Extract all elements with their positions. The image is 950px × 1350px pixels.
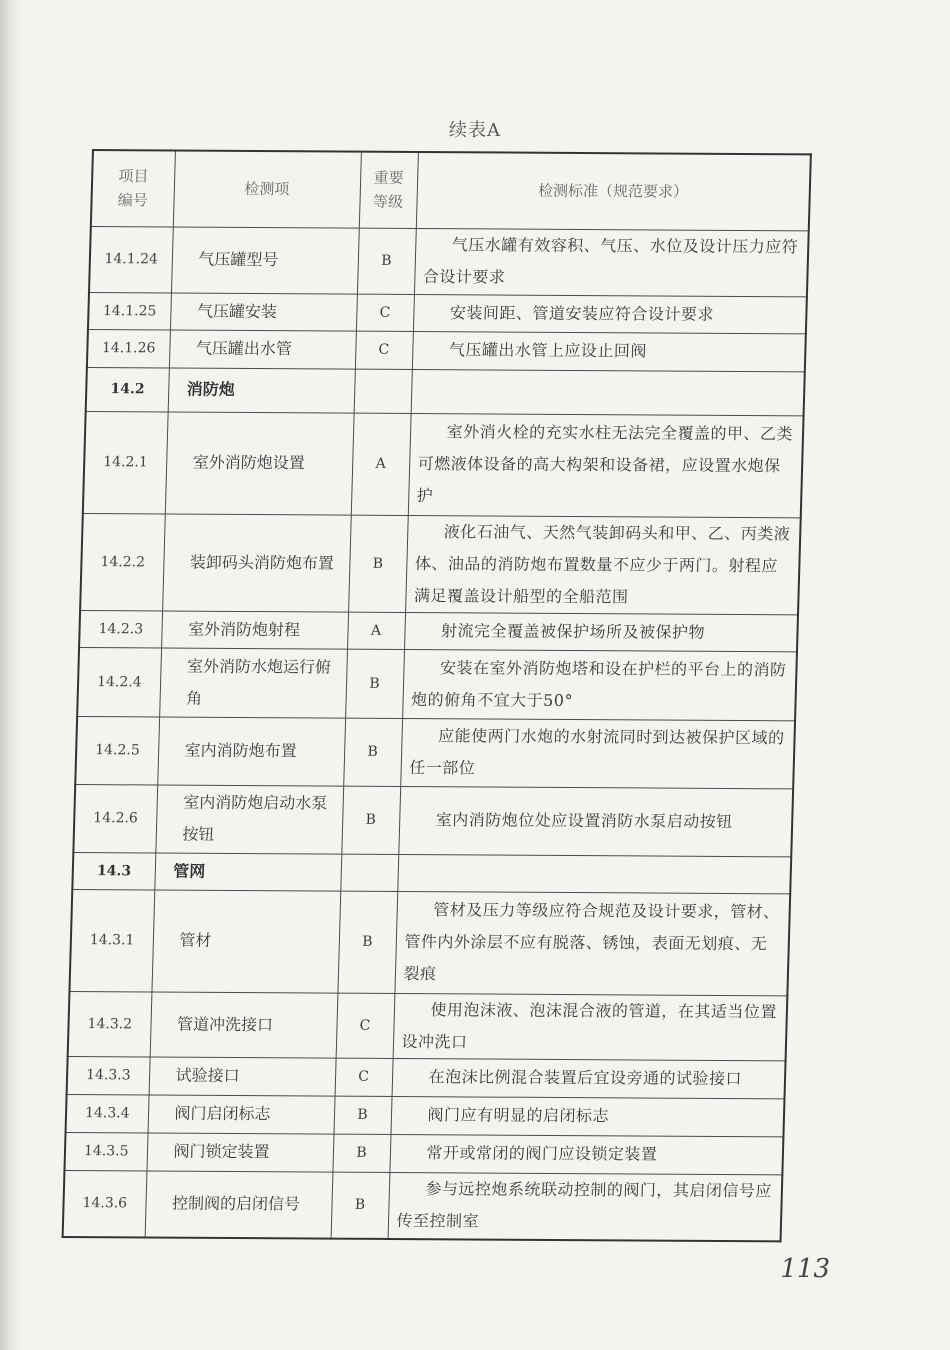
row-standard: 射流完全覆盖被保护场所及被保护物 (404, 612, 798, 651)
section-row (72, 852, 791, 893)
row-standard (411, 369, 805, 415)
row-grade: B (337, 891, 397, 993)
row-code: 14.2 (86, 367, 169, 412)
row-standard (397, 854, 791, 893)
row-code: 14.1.25 (88, 292, 171, 330)
row-code: 14.2.6 (73, 784, 157, 852)
row-item: 阀门启闭标志 (148, 1094, 335, 1133)
row-grade: B (334, 1096, 392, 1134)
table-row (87, 329, 806, 371)
page-spine-shadow (0, 0, 20, 1350)
header-item: 检测项 (173, 151, 361, 228)
inspection-table (62, 149, 812, 1242)
row-code: 14.3.1 (69, 889, 154, 991)
table-row (80, 513, 801, 614)
table-row (88, 292, 807, 333)
header-grade: 重要等级 (359, 152, 418, 228)
header-standard: 检测标准（规范要求） (416, 152, 811, 230)
row-code: 14.3.5 (64, 1132, 147, 1171)
row-standard: 室外消火栓的充实水柱无法完全覆盖的甲、乙类可燃液体设备的高大构架和设备裙，应设置水炮保护 (408, 413, 804, 517)
row-grade: C (335, 1058, 393, 1096)
row-item: 控制阀的启闭信号 (145, 1170, 333, 1238)
row-grade (340, 854, 398, 891)
row-grade: B (345, 649, 404, 718)
row-code: 14.3 (72, 852, 155, 890)
row-standard: 阀门应有明显的启闭标志 (390, 1096, 784, 1136)
row-standard: 参与远控炮系统联动控制的阀门，其启闭信号应传至控制室 (388, 1172, 783, 1241)
table-row (68, 991, 788, 1060)
row-standard: 气压罐出水管上应设止回阀 (412, 331, 806, 371)
row-grade: C (336, 993, 395, 1058)
row-grade: B (341, 786, 400, 854)
page-number: 113 (780, 1254, 830, 1284)
row-item: 装卸码头消防炮布置 (162, 514, 351, 612)
row-item: 管道冲洗接口 (150, 991, 338, 1057)
row-grade: B (357, 228, 416, 294)
table-row (75, 716, 795, 788)
page-title: 续表A (449, 120, 501, 141)
row-code: 14.2.2 (80, 513, 165, 610)
row-item: 室外消防水炮运行俯角 (159, 647, 347, 717)
table-body (63, 226, 809, 1241)
row-grade: B (348, 515, 408, 612)
row-item: 管材 (151, 889, 340, 992)
table-row (89, 226, 809, 296)
row-standard: 安装间距、管道安装应符合设计要求 (413, 294, 807, 333)
inspection-table-wrapper (62, 149, 810, 1242)
row-code: 14.1.26 (87, 329, 170, 368)
row-item: 试验接口 (149, 1056, 336, 1095)
row-code: 14.2.3 (79, 610, 162, 648)
table-header-row (91, 150, 811, 230)
row-standard: 管材及压力等级应符合规范及设计要求，管材、管件内外涂层不应有脱落、锈蚀，表面无划痕、无裂痕 (394, 891, 790, 995)
row-item: 气压罐型号 (171, 227, 359, 294)
row-item: 阀门锁定装置 (146, 1132, 333, 1171)
row-code: 14.2.5 (75, 716, 159, 784)
row-item: 室内消防炮启动水泵按钮 (155, 784, 343, 853)
row-standard: 室内消防炮位处应设置消防水泵启动按钮 (398, 786, 793, 856)
row-item: 室外消防炮设置 (165, 412, 354, 515)
row-code: 14.2.1 (83, 411, 168, 513)
row-grade: C (356, 294, 414, 331)
row-standard: 气压水罐有效容积、气压、水位及设计压力应符合设计要求 (414, 228, 809, 296)
row-code: 14.1.24 (89, 226, 173, 292)
row-code: 14.2.4 (77, 647, 161, 716)
table-row (77, 647, 797, 720)
row-grade (354, 369, 412, 413)
row-code: 14.3.3 (67, 1056, 150, 1095)
row-grade: A (347, 612, 405, 649)
row-standard: 在泡沫比例混合装置后宜设旁通的试验接口 (392, 1058, 786, 1098)
table-row (66, 1094, 785, 1136)
row-code: 14.3.6 (63, 1170, 147, 1237)
row-standard: 液化石油气、天然气装卸码头和甲、乙、丙类液体、油品的消防炮布置数量不应少于两门。射程应满足覆盖设计船型的全船范围 (405, 515, 801, 614)
row-item: 室内消防炮布置 (157, 716, 345, 785)
row-item: 管网 (154, 852, 341, 890)
row-standard: 使用泡沫液、泡沫混合液的管道，在其适当位置设冲洗口 (393, 993, 788, 1060)
row-item: 气压罐安装 (170, 293, 357, 331)
row-grade: B (331, 1172, 390, 1239)
row-item: 室外消防炮射程 (161, 610, 348, 648)
row-code: 14.3.2 (68, 991, 152, 1056)
row-standard: 常开或常闭的阀门应设锁定装置 (389, 1134, 783, 1174)
table-row (73, 784, 793, 856)
row-code: 14.3.4 (66, 1094, 149, 1133)
row-item: 消防炮 (168, 368, 355, 413)
row-standard: 安装在室外消防炮塔和设在护栏的平台上的消防炮的俯角不宜大于50° (402, 649, 797, 720)
row-grade: C (355, 331, 413, 369)
table-row (69, 889, 790, 995)
row-standard: 应能使两门水炮的水射流同时到达被保护区域的任一部位 (400, 718, 795, 788)
table-row (67, 1056, 786, 1098)
table-row (64, 1132, 783, 1174)
row-item: 气压罐出水管 (169, 330, 356, 369)
table-row (79, 610, 798, 651)
row-grade: B (332, 1134, 390, 1172)
row-grade: B (343, 718, 402, 786)
table-row (63, 1170, 783, 1241)
section-row (86, 367, 805, 415)
row-grade: A (351, 413, 411, 515)
table-row (83, 411, 804, 517)
header-code: 项目编号 (91, 150, 175, 226)
